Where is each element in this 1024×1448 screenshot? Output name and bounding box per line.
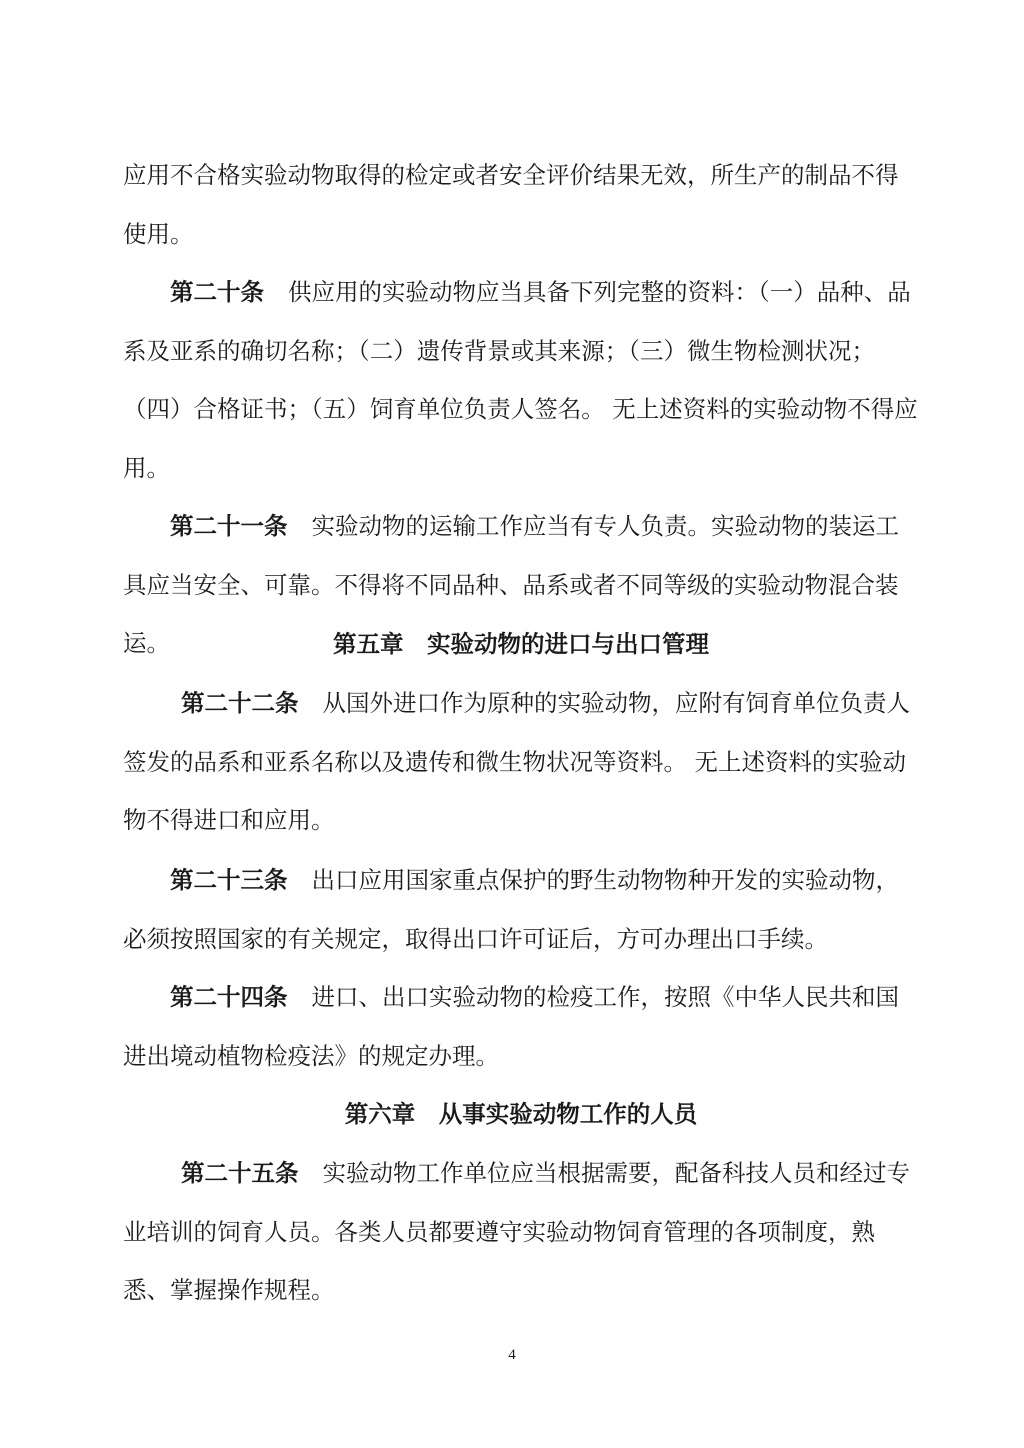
article-24-paragraph bbox=[123, 968, 919, 1085]
paragraph-text: 从国外进口作为原种的实验动物，应附有饲育单位负责人签发的品系和亚系名称以及遗传和微生物状况等资料。 无上述资料的实验动物不得进口和应用。 bbox=[123, 689, 910, 834]
paragraph-text: 实验动物的运输工作应当有专人负责。实验动物的装运工具应当安全、可靠。不得将不同品种、品系或者不同等级的实验动物混合装运。 bbox=[123, 512, 899, 657]
article-number: 第二十三条 bbox=[170, 866, 288, 894]
article-22-paragraph bbox=[123, 674, 919, 850]
article-number: 第二十五条 bbox=[181, 1159, 299, 1187]
article-number: 第二十四条 bbox=[170, 983, 288, 1011]
paragraph-text: 进口、出口实验动物的检疫工作，按照《中华人民共和国进出境动植物检疫法》的规定办理。 bbox=[123, 983, 899, 1070]
chapter-heading-6: 第六章 从事实验动物工作的人员 bbox=[344, 1100, 698, 1128]
article-number: 第二十一条 bbox=[170, 512, 288, 540]
article-20-paragraph bbox=[123, 263, 919, 497]
paragraph-continuation bbox=[123, 146, 919, 263]
paragraph-text: 出口应用国家重点保护的野生动物物种开发的实验动物，必须按照国家的有关规定，取得出口许可证后，方可办理出口手续。 bbox=[123, 866, 899, 953]
article-25-paragraph bbox=[123, 1144, 919, 1320]
article-number: 第二十条 bbox=[170, 278, 264, 306]
paragraph-text: 应用不合格实验动物取得的检定或者安全评价结果无效，所生产的制品不得使用。 bbox=[123, 161, 899, 248]
paragraph-text: 供应用的实验动物应当具备下列完整的资料：（一）品种、品系及亚系的确切名称；（二）遗传背景或其来源；（三）微生物检测状况；（四）合格证书；（五）饲育单位负责人签名。 无上述资料的实验动物不得应用。 bbox=[123, 278, 918, 482]
article-23-paragraph bbox=[123, 851, 919, 968]
article-number: 第二十二条 bbox=[181, 689, 299, 717]
page-number: 4 bbox=[508, 1347, 516, 1363]
chapter-heading-5: 第五章 实验动物的进口与出口管理 bbox=[333, 630, 709, 658]
paragraph-text: 实验动物工作单位应当根据需要，配备科技人员和经过专业培训的饲育人员。各类人员都要遵守实验动物饲育管理的各项制度，熟悉、掌握操作规程。 bbox=[123, 1159, 910, 1304]
